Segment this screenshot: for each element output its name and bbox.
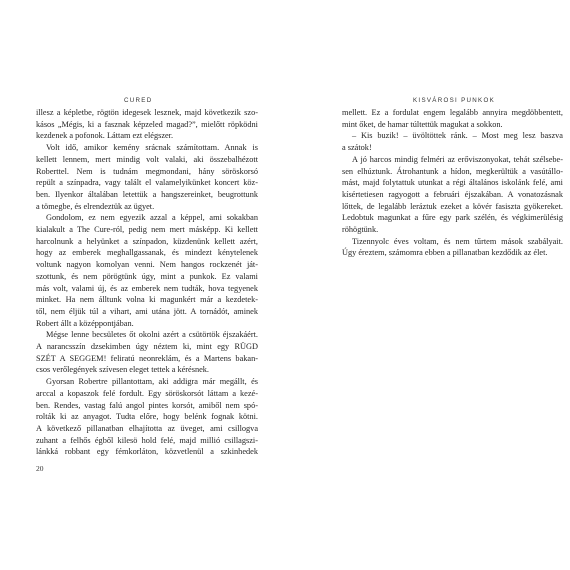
text-line: kásos „Mégis, ki a fasznak képzeled magad?”, mielőtt röpködni: [36, 119, 258, 129]
text-line: hogy az emberek meghallgassanak, és mindezt kénytelenek: [36, 248, 258, 258]
text-line: mint őket, de hamar túltettük magukat a sokkon.: [342, 119, 503, 129]
page-number: 20: [36, 464, 44, 473]
text-line: – Kis buzik! – üvöltöttek ránk. – Most meg lesz baszva: [352, 131, 563, 141]
text-line: Mégse lenne becsületes őt okolni azért a csütörtök éjszakáért.: [46, 330, 258, 340]
text-line: Gyorsan Robertre pillantottam, aki addigra már megállt, és: [46, 377, 258, 387]
right-page-text: [342, 107, 563, 259]
text-line: A jó harcos mindig felméri az erőviszonyokat, tehát szélsebe-: [352, 154, 563, 164]
text-line: Ledobtuk magunkat a fűre egy park szélén, és végkimerülésig: [342, 213, 563, 223]
text-line: csos verőlegények szívesen eleget tettek a kérésnek.: [36, 365, 210, 375]
text-line: sen elhúztunk. Átrohantunk a hídon, megkerültük a vasútállo-: [342, 166, 563, 176]
text-line: mellett. Ez a fordulat engem legalább annyira megdöbbentett,: [342, 108, 563, 117]
text-line: minket. Ha nem álltunk volna ki magunkért már a kezdetek-: [36, 295, 258, 305]
text-line: arccal a kopaszok felé fordult. Egy söröskorsót láttam a kezé-: [36, 388, 258, 398]
text-line: mást, majd folytattuk utunkat a régi általános iskolánk felé, ami: [342, 178, 563, 188]
text-line: ben. Rendes, vastag falú angol pintes korsót, amiből nem spó-: [36, 400, 258, 410]
text-line: ben. Ilyenkor általában letettük a hangszereinket, beugrottunk: [36, 189, 258, 199]
text-line: A narancsszín dzsekimben úgy néztem ki, mint egy RÜGD: [36, 342, 258, 352]
text-line: től, nem éljük túl a vihart, ami utána jött. A tornádót, aminek: [36, 306, 258, 316]
text-line: Robert állt a középpontjában.: [36, 318, 134, 328]
text-line: lőttek, de legalább leráztuk ezeket a kövér fasiszta gyökereket.: [342, 201, 563, 211]
text-line: kellett lennem, mert mindig volt valaki, aki összebalhézott: [36, 154, 258, 164]
text-line: szottunk, és nem pörögtünk úgy, mint a punkok. Ez valami: [36, 271, 258, 281]
text-line: a tömegbe, és elrendeztük az ügyet.: [36, 201, 155, 211]
right-page: [285, 0, 570, 570]
text-line: Tizennyolc éves voltam, és nem tűrtem mások szabályait.: [352, 236, 563, 246]
text-line: kezdenek a pofonok. Láttam ezt elégszer.: [36, 131, 174, 141]
text-line: rolták ki az anyagot. Tudta előre, hogy belénk fognak kötni.: [36, 412, 258, 422]
text-line: illesz a képletbe, rögtön idegesek lesznek, majd következik szo-: [36, 108, 258, 117]
running-head-left: CURED: [124, 97, 153, 104]
text-line: Volt idő, amikor kemény srácnak számítottam. Annak is: [46, 143, 258, 153]
text-line: más volt, valami új, és az emberek nem tudták, hova tegyenek: [36, 283, 258, 293]
text-line: zuhant a felhős égből kilesö hold felé, majd millió csillagszi-: [36, 435, 258, 445]
text-line: kialakult a The Cure-ról, pedig nem mert másképp. Ki kellett: [36, 225, 258, 235]
text-line: A következő pillanatban elhajította az üveget, ami csillogva: [36, 423, 258, 433]
text-line: a szátok!: [342, 143, 372, 153]
left-page-text: [36, 107, 258, 458]
running-head-right: KISVÁROSI PUNKOK: [413, 97, 496, 104]
text-line: röhögtünk.: [342, 225, 379, 235]
text-line: voltunk nagyon komolyan venni. Nem hangos rockzenét ját-: [36, 260, 258, 270]
text-line: Roberttel. Nem is tudnám megmondani, hány söröskorsó: [36, 166, 258, 176]
text-line: repült a színpadra, vagy talált el valamelyikünket koncert köz-: [36, 178, 258, 188]
text-line: harcolnunk a helyünket a színpadon, küzdenünk kellett azért,: [36, 236, 258, 246]
text-line: lánkká robbant egy fémkorláton, közvetlenül a szkinhedek: [36, 447, 258, 457]
text-line: kísértetiesen ragyogott a februári éjszakában. A vonatozásnak: [342, 189, 563, 199]
text-line: SZÉT A SEGGEM! feliratú neonreklám, és a Martens bakan-: [36, 353, 258, 363]
text-line: Gondolom, ez nem egyezik azzal a képpel, ami sokakban: [46, 213, 258, 223]
text-line: Úgy éreztem, számomra ebben a pillanatban kezdődik az élet.: [342, 248, 548, 258]
